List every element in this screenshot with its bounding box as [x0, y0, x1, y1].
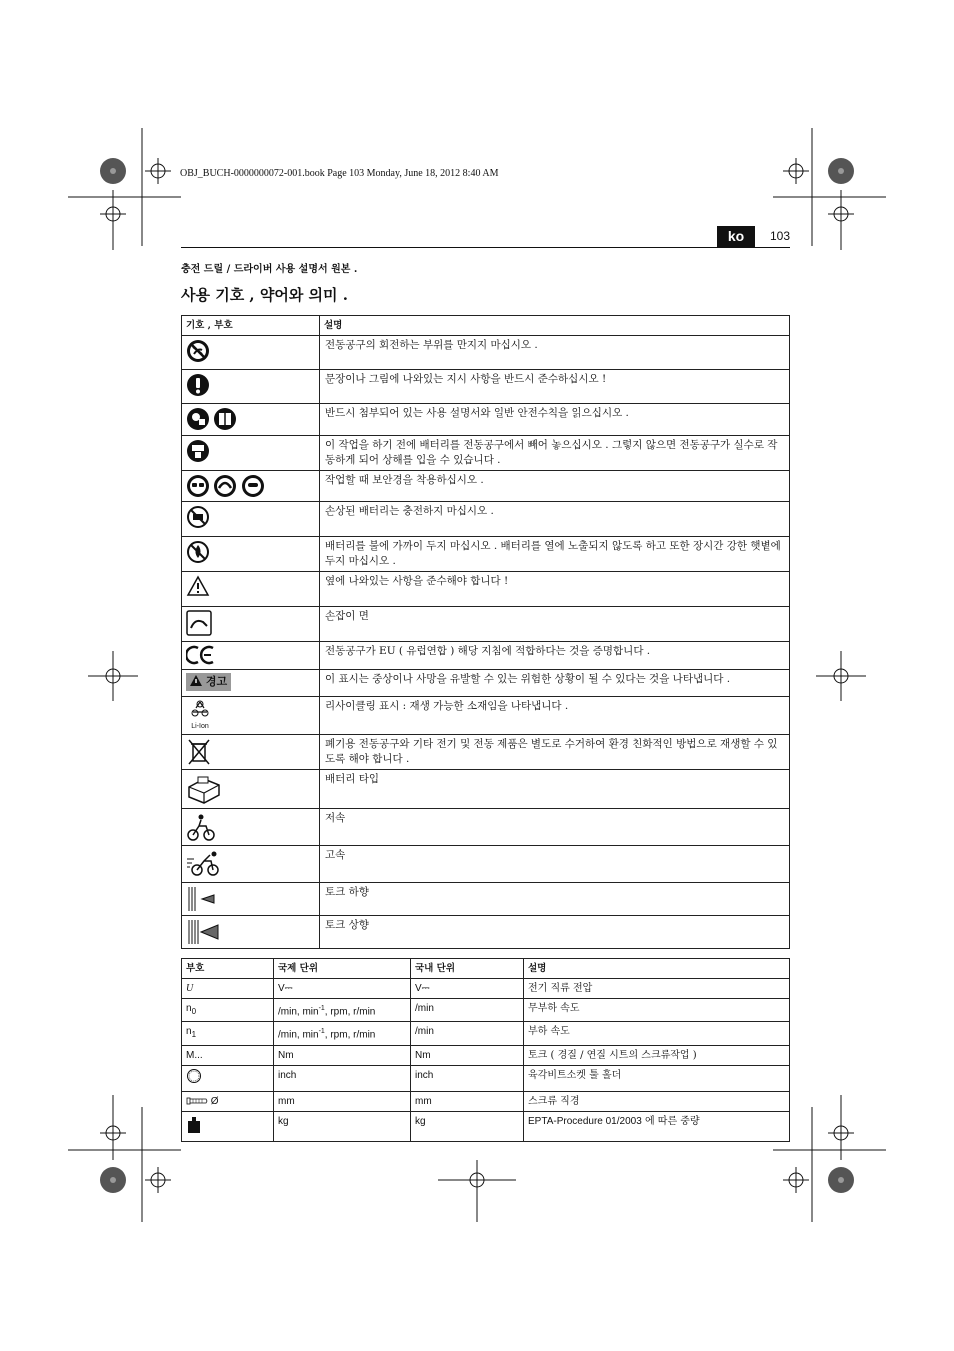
- weight-icon: [186, 1116, 202, 1134]
- symbol-cell: [182, 537, 320, 572]
- table-header-row: [182, 959, 790, 979]
- table-row: [182, 809, 790, 846]
- description-cell: 배터리 타입: [320, 770, 790, 809]
- intl-unit-superscript: -1: [318, 1005, 325, 1012]
- warning-label-icon: [186, 673, 231, 691]
- table-row: [182, 404, 790, 436]
- local-unit-cell: kg: [411, 1111, 524, 1141]
- symbol-cell: [182, 883, 320, 916]
- symbol-cell: [182, 735, 320, 770]
- table-row: [182, 883, 790, 916]
- symbol-cell: [182, 370, 320, 404]
- description-cell: 이 작업을 하기 전에 배터리를 전동공구에서 빼어 놓으십시오 . 그렇지 않으면 전동공구가 실수로 작동하게 되어 상해를 입을 수 있습니다 .: [320, 436, 790, 471]
- symbol-cell: [182, 1065, 274, 1091]
- table-row: [182, 471, 790, 502]
- table-row: [182, 607, 790, 642]
- symbol-cell: [182, 436, 320, 471]
- ear-protection-icon: [213, 474, 237, 498]
- description-cell: 옆에 나와있는 사항을 준수해야 합니다 !: [320, 572, 790, 607]
- description-cell: 육각비트소켓 툴 홀더: [524, 1065, 790, 1091]
- symbol-cell: [182, 642, 320, 670]
- local-unit-cell: inch: [411, 1065, 524, 1091]
- intl-unit-cell: kg: [274, 1111, 411, 1141]
- table-row: [182, 1022, 790, 1045]
- symbol-cell: [182, 404, 320, 436]
- description-cell: 스크류 직경: [524, 1091, 790, 1111]
- intl-unit-cell: [274, 999, 411, 1022]
- intl-unit-cell: Nm: [274, 1045, 411, 1065]
- description-cell: 저속: [320, 809, 790, 846]
- description-cell: 반드시 첨부되어 있는 사용 설명서와 일반 안전수칙을 읽으십시오 .: [320, 404, 790, 436]
- recycling-li-ion-icon: [186, 700, 214, 731]
- symbol-cell: [182, 471, 320, 502]
- symbols-table: [181, 315, 790, 949]
- description-cell: 부하 속도: [524, 1022, 790, 1045]
- no-fire-battery-icon: [186, 540, 210, 564]
- intl-unit-cell: inch: [274, 1065, 411, 1091]
- local-unit-cell: Nm: [411, 1045, 524, 1065]
- table-row: [182, 846, 790, 883]
- description-cell: 작업할 때 보안경을 착용하십시오 .: [320, 471, 790, 502]
- symbol-cell: [182, 1022, 274, 1045]
- description-cell: 문장이나 그림에 나와있는 지시 사항을 반드시 준수하십시오 !: [320, 370, 790, 404]
- header-rule: [181, 247, 790, 248]
- table-header-row: [182, 316, 790, 336]
- intl-unit-cell: mm: [274, 1091, 411, 1111]
- screw-diameter-icon: [186, 1097, 208, 1105]
- symbol-cell: [182, 572, 320, 607]
- symbol-cell: [182, 607, 320, 642]
- header-description: 설명: [524, 959, 790, 979]
- document-subtitle: 충전 드릴 / 드라이버 사용 설명서 원본 .: [181, 264, 358, 275]
- face-mask-icon: [241, 474, 265, 498]
- section-title: 사용 기호 , 약어와 의미 .: [181, 286, 348, 304]
- symbol-cell: [182, 670, 320, 697]
- intl-unit-text: /min, min: [278, 1006, 319, 1018]
- symbol-cell: [182, 697, 320, 735]
- table-row: [182, 572, 790, 607]
- header-symbol: 기호 , 부호: [182, 316, 320, 336]
- table-row: [182, 502, 790, 537]
- warning-label-text: 경고: [205, 675, 228, 688]
- header-description: 설명: [320, 316, 790, 336]
- symbol-cell: [182, 1091, 274, 1111]
- read-manual-person-icon: [186, 407, 210, 431]
- ce-mark-icon: [186, 645, 216, 665]
- table-row: [182, 979, 790, 999]
- local-unit-cell: /min: [411, 1022, 524, 1045]
- high-torque-icon: [186, 919, 220, 945]
- table-row: [182, 336, 790, 370]
- li-ion-label: Li-Ion: [191, 723, 209, 730]
- table-row: [182, 370, 790, 404]
- description-cell: 리사이클링 표시 : 재생 가능한 소재임을 나타냅니다 .: [320, 697, 790, 735]
- high-speed-icon: [186, 849, 222, 877]
- read-manual-book-icon: [213, 407, 237, 431]
- intl-unit-rest: , rpm, r/min: [324, 1006, 376, 1018]
- battery-pack-icon: [186, 773, 222, 805]
- symbol-text: U: [186, 983, 194, 994]
- description-cell: 전동공구가 EU ( 유럽연합 ) 해당 지침에 적합하다는 것을 증명합니다 .: [320, 642, 790, 670]
- local-unit-cell: V⎓: [411, 979, 524, 999]
- header-intl-unit: 국제 단위: [274, 959, 411, 979]
- symbol-cell: [182, 809, 320, 846]
- intl-unit-cell: [274, 1022, 411, 1045]
- symbol-subscript: 1: [191, 1030, 197, 1040]
- symbol-subscript: 0: [191, 1007, 197, 1016]
- diameter-symbol: Ø: [210, 1095, 219, 1107]
- book-slug: OBJ_BUCH-0000000072-001.book Page 103 Monday, June 18, 2012 8:40 AM: [180, 168, 499, 179]
- local-unit-cell: /min: [411, 999, 524, 1022]
- symbol-cell: M...: [182, 1045, 274, 1065]
- description-cell: 전동공구의 회전하는 부위를 만지지 마십시오 .: [320, 336, 790, 370]
- intl-unit-superscript: -1: [318, 1028, 325, 1036]
- grip-surface-icon: [186, 610, 212, 636]
- no-charge-damaged-battery-icon: [186, 505, 210, 529]
- table-row: [182, 1045, 790, 1065]
- header-symbol: 부호: [182, 959, 274, 979]
- symbol-cell: [182, 999, 274, 1022]
- symbol-text: n: [186, 1003, 192, 1014]
- table-row: [182, 697, 790, 735]
- table-row: [182, 735, 790, 770]
- no-touch-rotating-icon: [186, 339, 210, 363]
- symbol-cell: [182, 1111, 274, 1141]
- crossed-bin-icon: [186, 738, 212, 766]
- table-row: [182, 436, 790, 471]
- table-row: [182, 537, 790, 572]
- header-local-unit: 국내 단위: [411, 959, 524, 979]
- exclamation-icon: [186, 373, 210, 397]
- description-cell: 토크 하향: [320, 883, 790, 916]
- hex-chuck-icon: [186, 1068, 202, 1084]
- description-cell: 토크 상향: [320, 916, 790, 949]
- table-row: [182, 642, 790, 670]
- symbol-cell: [182, 502, 320, 537]
- description-korean: 에 따른 중량: [641, 1115, 700, 1127]
- intl-unit-cell: V⎓: [274, 979, 411, 999]
- local-unit-cell: mm: [411, 1091, 524, 1111]
- description-cell: 폐기용 전동공구와 기타 전기 및 전동 제품은 별도로 수거하여 환경 친화적인 방법으로 재생할 수 있도록 해야 합니다 .: [320, 735, 790, 770]
- symbol-cell: [182, 979, 274, 999]
- description-cell: [524, 1111, 790, 1141]
- symbol-cell: [182, 916, 320, 949]
- table-row: [182, 1091, 790, 1111]
- table-row: [182, 999, 790, 1022]
- remove-battery-icon: [186, 439, 210, 463]
- description-cell: 고속: [320, 846, 790, 883]
- table-row: [182, 1111, 790, 1141]
- table-row: [182, 670, 790, 697]
- goggles-icon: [186, 474, 210, 498]
- description-cell: 전기 직류 전압: [524, 979, 790, 999]
- symbol-cell: [182, 770, 320, 809]
- description-cell: 배터리를 불에 가까이 두지 마십시오 . 배터리를 열에 노출되지 않도록 하고 또한 장시간 강한 햇볕에 두지 마십시오 .: [320, 537, 790, 572]
- slow-speed-icon: [186, 812, 216, 842]
- symbol-cell: [182, 336, 320, 370]
- description-cell: 손잡이 면: [320, 607, 790, 642]
- symbol-cell: [182, 846, 320, 883]
- warning-triangle-icon: [186, 575, 210, 597]
- table-row: [182, 1065, 790, 1091]
- table-row: [182, 916, 790, 949]
- symbol-text: n: [186, 1026, 192, 1038]
- description-cell: 무부하 속도: [524, 999, 790, 1022]
- description-latin: EPTA-Procedure 01/2003: [528, 1115, 642, 1127]
- description-cell: 이 표시는 중상이나 사망을 유발할 수 있는 위험한 상황이 될 수 있다는 것을 나타냅니다 .: [320, 670, 790, 697]
- description-cell: 토크 ( 경질 / 연질 시트의 스크류작업 ): [524, 1045, 790, 1065]
- intl-unit-rest: , rpm, r/min: [324, 1029, 376, 1041]
- description-cell: 손상된 배터리는 충전하지 마십시오 .: [320, 502, 790, 537]
- intl-unit-text: /min, min: [278, 1029, 319, 1041]
- units-table: [181, 958, 790, 1142]
- page-number: 103: [770, 229, 791, 243]
- low-torque-icon: [186, 886, 218, 912]
- language-badge: ko: [717, 226, 755, 247]
- table-row: [182, 770, 790, 809]
